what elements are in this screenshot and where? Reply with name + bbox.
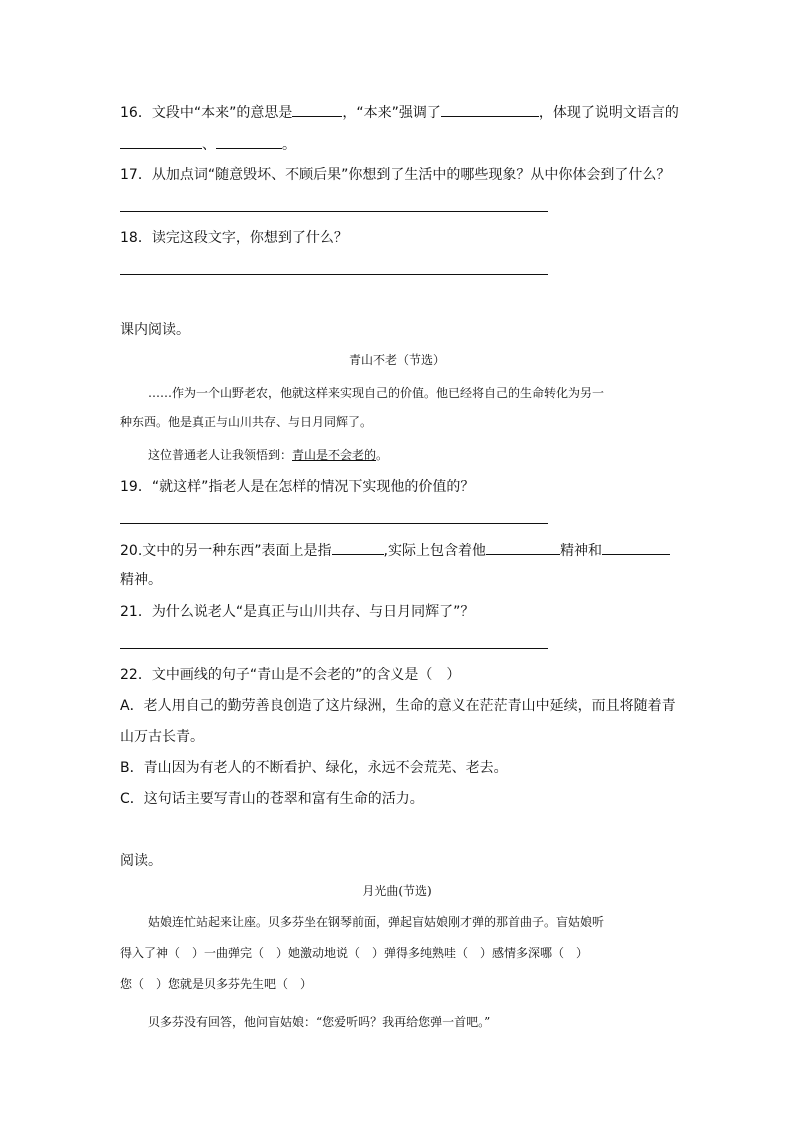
q19-answer-line[interactable]: [120, 523, 548, 524]
q20-text-c: 精神和: [559, 543, 602, 559]
passage-title-qingshan: 青山不老（节选）: [348, 353, 445, 367]
q20-blank-3[interactable]: [602, 540, 670, 555]
passage-moonlight-line3: 您（ ）您就是贝多芬先生吧（ ）: [120, 977, 313, 991]
passage-moonlight-line4: 贝多芬没有回答，他问盲姑娘：“您爱听吗？我再给您弹一首吧。”: [148, 1015, 491, 1029]
question-16: [120, 102, 679, 123]
option-b[interactable]: B．青山因为有老人的不断看护、绿化，永远不会荒芜、老去。: [120, 760, 508, 776]
q16-blank-2[interactable]: [441, 102, 539, 117]
option-a-line1[interactable]: A．老人用自己的勤劳善良创造了这片绿洲，生命的意义在茫茫青山中延续，而且将随着青: [120, 698, 676, 714]
q20-text-a: 20.文中的另一种东西”表面上是指: [120, 543, 332, 559]
question-22: 22．文中画线的句子“青山是不会老的”的含义是（ ）: [120, 667, 461, 683]
section-heading-in-class-reading: 课内阅读。: [120, 322, 190, 338]
q20-text-b: ,实际上包含着他: [383, 543, 486, 559]
section-heading-reading: 阅读。: [120, 853, 162, 869]
q16-blank-1[interactable]: [292, 102, 342, 117]
q16-text-a: 16．文段中“本来”的意思是: [120, 105, 293, 121]
q16-text-b: ，“本来”强调了: [342, 105, 441, 121]
question-21: 21．为什么说老人“是真正与山川共存、与日月同辉了”？: [120, 604, 475, 620]
passage-moonlight-line2: 得入了神（ ）一曲弹完（ ）她激动地说（ ）弹得多纯熟哇（ ）感情多深哪（ ）: [120, 946, 589, 960]
q16-sep: 、: [202, 137, 216, 153]
option-c[interactable]: C．这句话主要写青山的苍翠和富有生命的活力。: [120, 791, 424, 807]
option-a-line2[interactable]: 山万古长青。: [120, 729, 204, 745]
question-20: [120, 540, 670, 561]
q20-blank-2[interactable]: [486, 540, 560, 555]
passage-qingshan-line3: [148, 446, 388, 464]
question-19: 19．“就这样”指老人是在怎样的情况下实现他的价值的？: [120, 479, 475, 495]
question-18: 18．读完这段文字，你想到了什么？: [120, 230, 348, 246]
passage-qingshan-end: 。: [376, 448, 389, 462]
q16-blank-4[interactable]: [216, 134, 282, 149]
q16-end: 。: [282, 137, 296, 153]
q18-answer-line[interactable]: [120, 274, 548, 275]
passage-title-moonlight: 月光曲(节选): [362, 884, 432, 898]
passage-moonlight-line1: 姑娘连忙站起来让座。贝多芬坐在钢琴前面，弹起盲姑娘刚才弹的那首曲子。盲姑娘听: [148, 915, 605, 929]
passage-qingshan-lead: 这位普通老人让我领悟到：: [148, 448, 293, 462]
passage-qingshan-line2: 种东西。他是真正与山川共存、与日月同辉了。: [120, 415, 373, 429]
underlined-sentence: 青山是不会老的: [292, 448, 377, 462]
q20-blank-1[interactable]: [332, 540, 384, 555]
q21-answer-line[interactable]: [120, 648, 548, 649]
q16-text-c: ，体现了说明文语言的: [538, 105, 679, 121]
question-17: 17．从加点词“随意毁坏、不顾后果”你想到了生活中的哪些现象？从中你体会到了什么？: [120, 167, 671, 183]
q16-blank-3[interactable]: [120, 134, 202, 149]
q17-answer-line[interactable]: [120, 211, 548, 212]
question-20-line2: 精神。: [120, 572, 162, 588]
passage-qingshan-line1: ……作为一个山野老农，他就这样来实现自己的价值。他已经将自己的生命转化为另一: [148, 386, 605, 400]
question-16-line2: [120, 134, 296, 155]
